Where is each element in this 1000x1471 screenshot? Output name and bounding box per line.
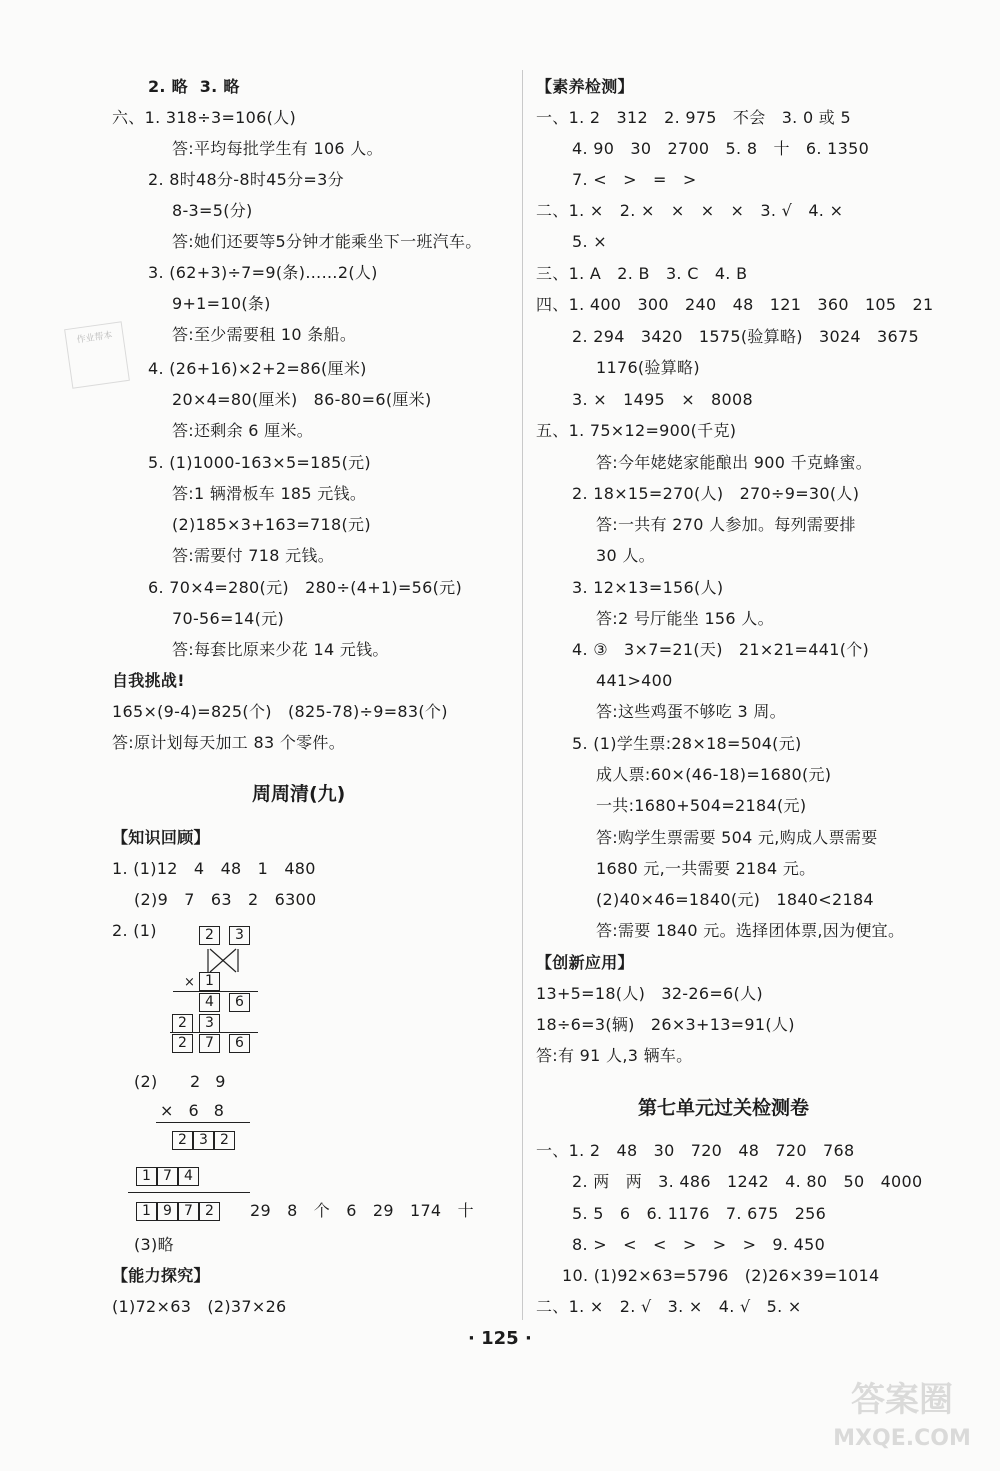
line: 3. × 1495 × 8008 — [572, 390, 753, 409]
page-number: · 125 · — [468, 1328, 532, 1349]
digit-box: 3 — [193, 1131, 214, 1150]
line: 答:今年姥姥家能酿出 900 千克蜂蜜。 — [596, 453, 873, 472]
section-title: 周周清(九) — [252, 783, 346, 805]
digit-box: 2 — [199, 1202, 220, 1221]
digit-box: 2 — [172, 1034, 193, 1053]
column-divider — [522, 70, 523, 1320]
line: 三、1. A 2. B 3. C 4. B — [536, 264, 748, 283]
section-label: 【知识回顾】 — [112, 828, 210, 847]
line: 答:2 号厅能坐 156 人。 — [596, 609, 774, 628]
line: 二、1. × 2. √ 3. × 4. √ 5. × — [536, 1297, 802, 1316]
digit-box: 2 — [172, 1131, 193, 1150]
line: 1. (1)12 4 48 1 480 — [112, 859, 316, 878]
line: 一共:1680+504=2184(元) — [596, 796, 807, 815]
line: 5. (1)学生票:28×18=504(元) — [572, 734, 802, 753]
line: 7. < > = > — [572, 170, 697, 189]
line: 5. 5 6 6. 1176 7. 675 256 — [572, 1204, 827, 1223]
line: 8-3=5(分) — [172, 201, 253, 220]
line: 5. (1)1000-163×5=185(元) — [148, 453, 371, 472]
digit-box: 6 — [229, 993, 250, 1012]
section-title: 第七单元过关检测卷 — [638, 1097, 810, 1119]
line: 答:这些鸡蛋不够吃 3 周。 — [596, 702, 786, 721]
digit-box: 2 — [214, 1131, 235, 1150]
line: (3)略 — [134, 1235, 174, 1254]
section-label: 【创新应用】 — [536, 953, 634, 972]
line: (2)40×46=1840(元) 1840<2184 — [596, 890, 874, 909]
digit-box: 7 — [157, 1167, 178, 1186]
digit-box: 3 — [199, 1014, 220, 1033]
watermark-top: 答案圈 — [851, 1380, 953, 1420]
section-label: 【素养检测】 — [536, 77, 634, 96]
digit-box: 3 — [229, 926, 250, 945]
line: 2. 18×15=270(人) 270÷9=30(人) — [572, 484, 860, 503]
line: 1176(验算略) — [596, 358, 700, 377]
line: 六、1. 318÷3=106(人) — [112, 108, 297, 127]
line: 2. 略 3. 略 — [148, 77, 240, 96]
line: 答:需要 1840 元。选择团体票,因为便宜。 — [596, 921, 905, 940]
line: 答:1 辆滑板车 185 元钱。 — [172, 484, 367, 503]
line: (1)72×63 (2)37×26 — [112, 1297, 287, 1316]
digit-box: 1 — [136, 1167, 157, 1186]
cross-arrows-icon — [196, 946, 256, 974]
line: 答:她们还要等5分钟才能乘坐下一班汽车。 — [172, 232, 482, 251]
line: 2. 294 3420 1575(验算略) 3024 3675 — [572, 327, 919, 346]
line: 自我挑战! — [112, 671, 185, 690]
line: 2. (1) — [112, 921, 157, 940]
line: 答:平均每批学生有 106 人。 — [172, 139, 383, 158]
line: 2. 两 两 3. 486 1242 4. 80 50 4000 — [572, 1172, 923, 1191]
line: 答:需要付 718 元钱。 — [172, 546, 335, 565]
rule-line — [128, 1192, 250, 1193]
watermark-logo — [822, 1371, 982, 1455]
line: 4. 90 30 2700 5. 8 十 6. 1350 — [572, 139, 870, 158]
line: 29 8 个 6 29 174 十 — [250, 1201, 474, 1220]
line: 20×4=80(厘米) 86-80=6(厘米) — [172, 390, 432, 409]
digit-box: 1 — [136, 1202, 157, 1221]
line: 答:一共有 270 人参加。每列需要排 — [596, 515, 856, 534]
line: 5. × — [572, 232, 607, 251]
times-sign: × — [184, 975, 196, 990]
line: (2)9 7 63 2 6300 — [134, 890, 317, 909]
line: 165×(9-4)=825(个) (825-78)÷9=83(个) — [112, 702, 448, 721]
line: 13+5=18(人) 32-26=6(人) — [536, 984, 763, 1003]
digit-box: 9 — [157, 1202, 178, 1221]
line: 答:原计划每天加工 83 个零件。 — [112, 733, 346, 752]
line: 答:至少需要租 10 条船。 — [172, 325, 357, 344]
line: 一、1. 2 312 2. 975 不会 3. 0 或 5 — [536, 108, 851, 127]
line: 6. 70×4=280(元) 280÷(4+1)=56(元) — [148, 578, 463, 597]
line: 30 人。 — [596, 546, 655, 565]
section-label: 【能力探究】 — [112, 1266, 210, 1285]
line: 2 9 — [190, 1072, 231, 1091]
line: 3. (62+3)÷7=9(条)……2(人) — [148, 263, 378, 282]
line: 成人票:60×(46-18)=1680(元) — [596, 765, 832, 784]
line: 1680 元,一共需要 2184 元。 — [596, 859, 816, 878]
watermark-bottom: MXQE.COM — [833, 1426, 971, 1451]
line: 五、1. 75×12=900(千克) — [536, 421, 737, 440]
stamp-image: 作业帮本 — [64, 321, 130, 388]
line: 70-56=14(元) — [172, 609, 285, 628]
line: 3. 12×13=156(人) — [572, 578, 724, 597]
line: 4. ③ 3×7=21(天) 21×21=441(个) — [572, 640, 870, 659]
line: 答:每套比原来少花 14 元钱。 — [172, 640, 389, 659]
line: 18÷6=3(辆) 26×3+13=91(人) — [536, 1015, 795, 1034]
line: 4. (26+16)×2+2=86(厘米) — [148, 359, 367, 378]
line: (2)185×3+163=718(元) — [172, 515, 371, 534]
line: 2. 8时48分-8时45分=3分 — [148, 170, 344, 189]
line: 8. > < < > > > 9. 450 — [572, 1235, 826, 1254]
digit-box: 4 — [178, 1167, 199, 1186]
line: 9+1=10(条) — [172, 294, 271, 313]
line: 答:还剩余 6 厘米。 — [172, 421, 314, 440]
digit-box: 7 — [199, 1034, 220, 1053]
digit-box: 1 — [199, 972, 220, 991]
line: (2) — [134, 1072, 158, 1091]
line: 10. (1)92×63=5796 (2)26×39=1014 — [562, 1266, 880, 1285]
line: 答:有 91 人,3 辆车。 — [536, 1046, 693, 1065]
line: 答:购学生票需要 504 元,购成人票需要 — [596, 828, 878, 847]
digit-box: 6 — [229, 1034, 250, 1053]
digit-box: 4 — [199, 993, 220, 1012]
digit-box: 2 — [172, 1014, 193, 1033]
line: 441>400 — [596, 671, 673, 690]
line: 四、1. 400 300 240 48 121 360 105 21 — [536, 295, 934, 314]
rule-line — [170, 1032, 258, 1033]
digit-box: 2 — [199, 926, 220, 945]
rule-line — [156, 1122, 250, 1123]
digit-box: 7 — [178, 1202, 199, 1221]
line: 一、1. 2 48 30 720 48 720 768 — [536, 1141, 855, 1160]
rule-line — [173, 991, 258, 992]
line: 二、1. × 2. × × × × 3. √ 4. × — [536, 201, 844, 220]
line: × 6 8 — [160, 1101, 229, 1120]
